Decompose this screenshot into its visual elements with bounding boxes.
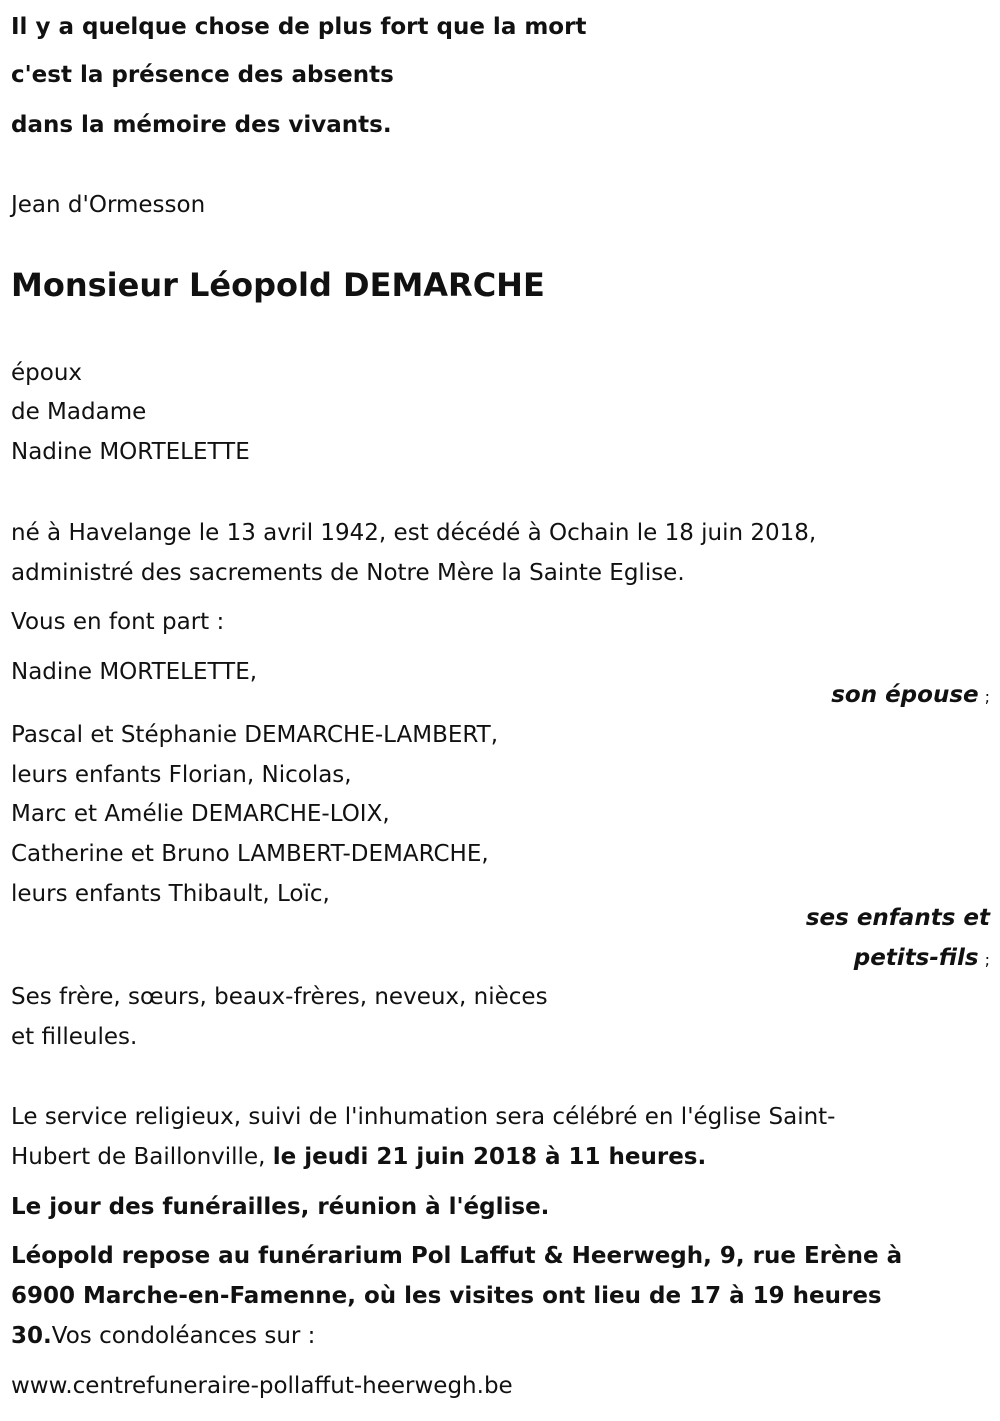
funerarium-line [11,1321,315,1351]
meeting-line: Le jour des funérailles, réunion à l'église. [11,1194,550,1220]
separator: ; [984,687,990,706]
funerarium-line: Léopold repose au funérarium Pol Laffut & Heerwegh, 9, rue Erène à [11,1243,903,1269]
spouse-line: époux [11,360,83,386]
quote-line: Il y a quelque chose de plus fort que la mort [11,14,587,40]
deceased-name: Monsieur Léopold DEMARCHE [11,266,545,304]
quote-line: dans la mémoire des vivants. [11,112,392,138]
children-role [854,943,990,975]
birth-death-line: né à Havelange le 13 avril 1942, est décédé à Ochain le 18 juin 2018, [11,520,817,546]
visit-end: 30. [11,1323,52,1349]
announce: Vous en font part : [11,609,225,635]
others-line: et filleules. [11,1024,138,1050]
condolences-label: Vos condoléances sur : [51,1323,316,1349]
child-line: Pascal et Stéphanie DEMARCHE-LAMBERT, [11,722,499,748]
spouse-line: de Madame [11,399,147,425]
role-text: son épouse [831,682,979,708]
children-role: ses enfants et [805,905,990,931]
child-line: Catherine et Bruno LAMBERT-DEMARCHE, [11,841,489,867]
others-line: Ses frère, sœurs, beaux-frères, neveux, nièces [11,984,548,1010]
service-place: Hubert de Baillonville, [11,1144,273,1170]
child-line: leurs enfants Thibault, Loïc, [11,881,330,907]
child-line: Marc et Amélie DEMARCHE-LOIX, [11,801,390,827]
quote-line: c'est la présence des absents [11,62,394,88]
funerarium-line: 6900 Marche-en-Famenne, où les visites ont lieu de 17 à 19 heures [11,1283,882,1309]
service-line: Le service religieux, suivi de l'inhumation sera célébré en l'église Saint- [11,1104,836,1130]
website-link[interactable]: www.centrefuneraire-pollaffut-heerwegh.be [11,1373,513,1399]
service-date: le jeudi 21 juin 2018 à 11 heures. [272,1144,707,1170]
child-line: leurs enfants Florian, Nicolas, [11,762,352,788]
role-text: petits-fils [853,945,979,971]
quote-author: Jean d'Ormesson [11,192,206,218]
wife-name: Nadine MORTELETTE, [11,659,258,685]
wife-role [831,680,990,712]
birth-death-line: administré des sacrements de Notre Mère la Sainte Eglise. [11,560,685,586]
spouse-line: Nadine MORTELETTE [11,439,250,465]
service-line [11,1142,706,1172]
separator: ; [984,950,990,969]
